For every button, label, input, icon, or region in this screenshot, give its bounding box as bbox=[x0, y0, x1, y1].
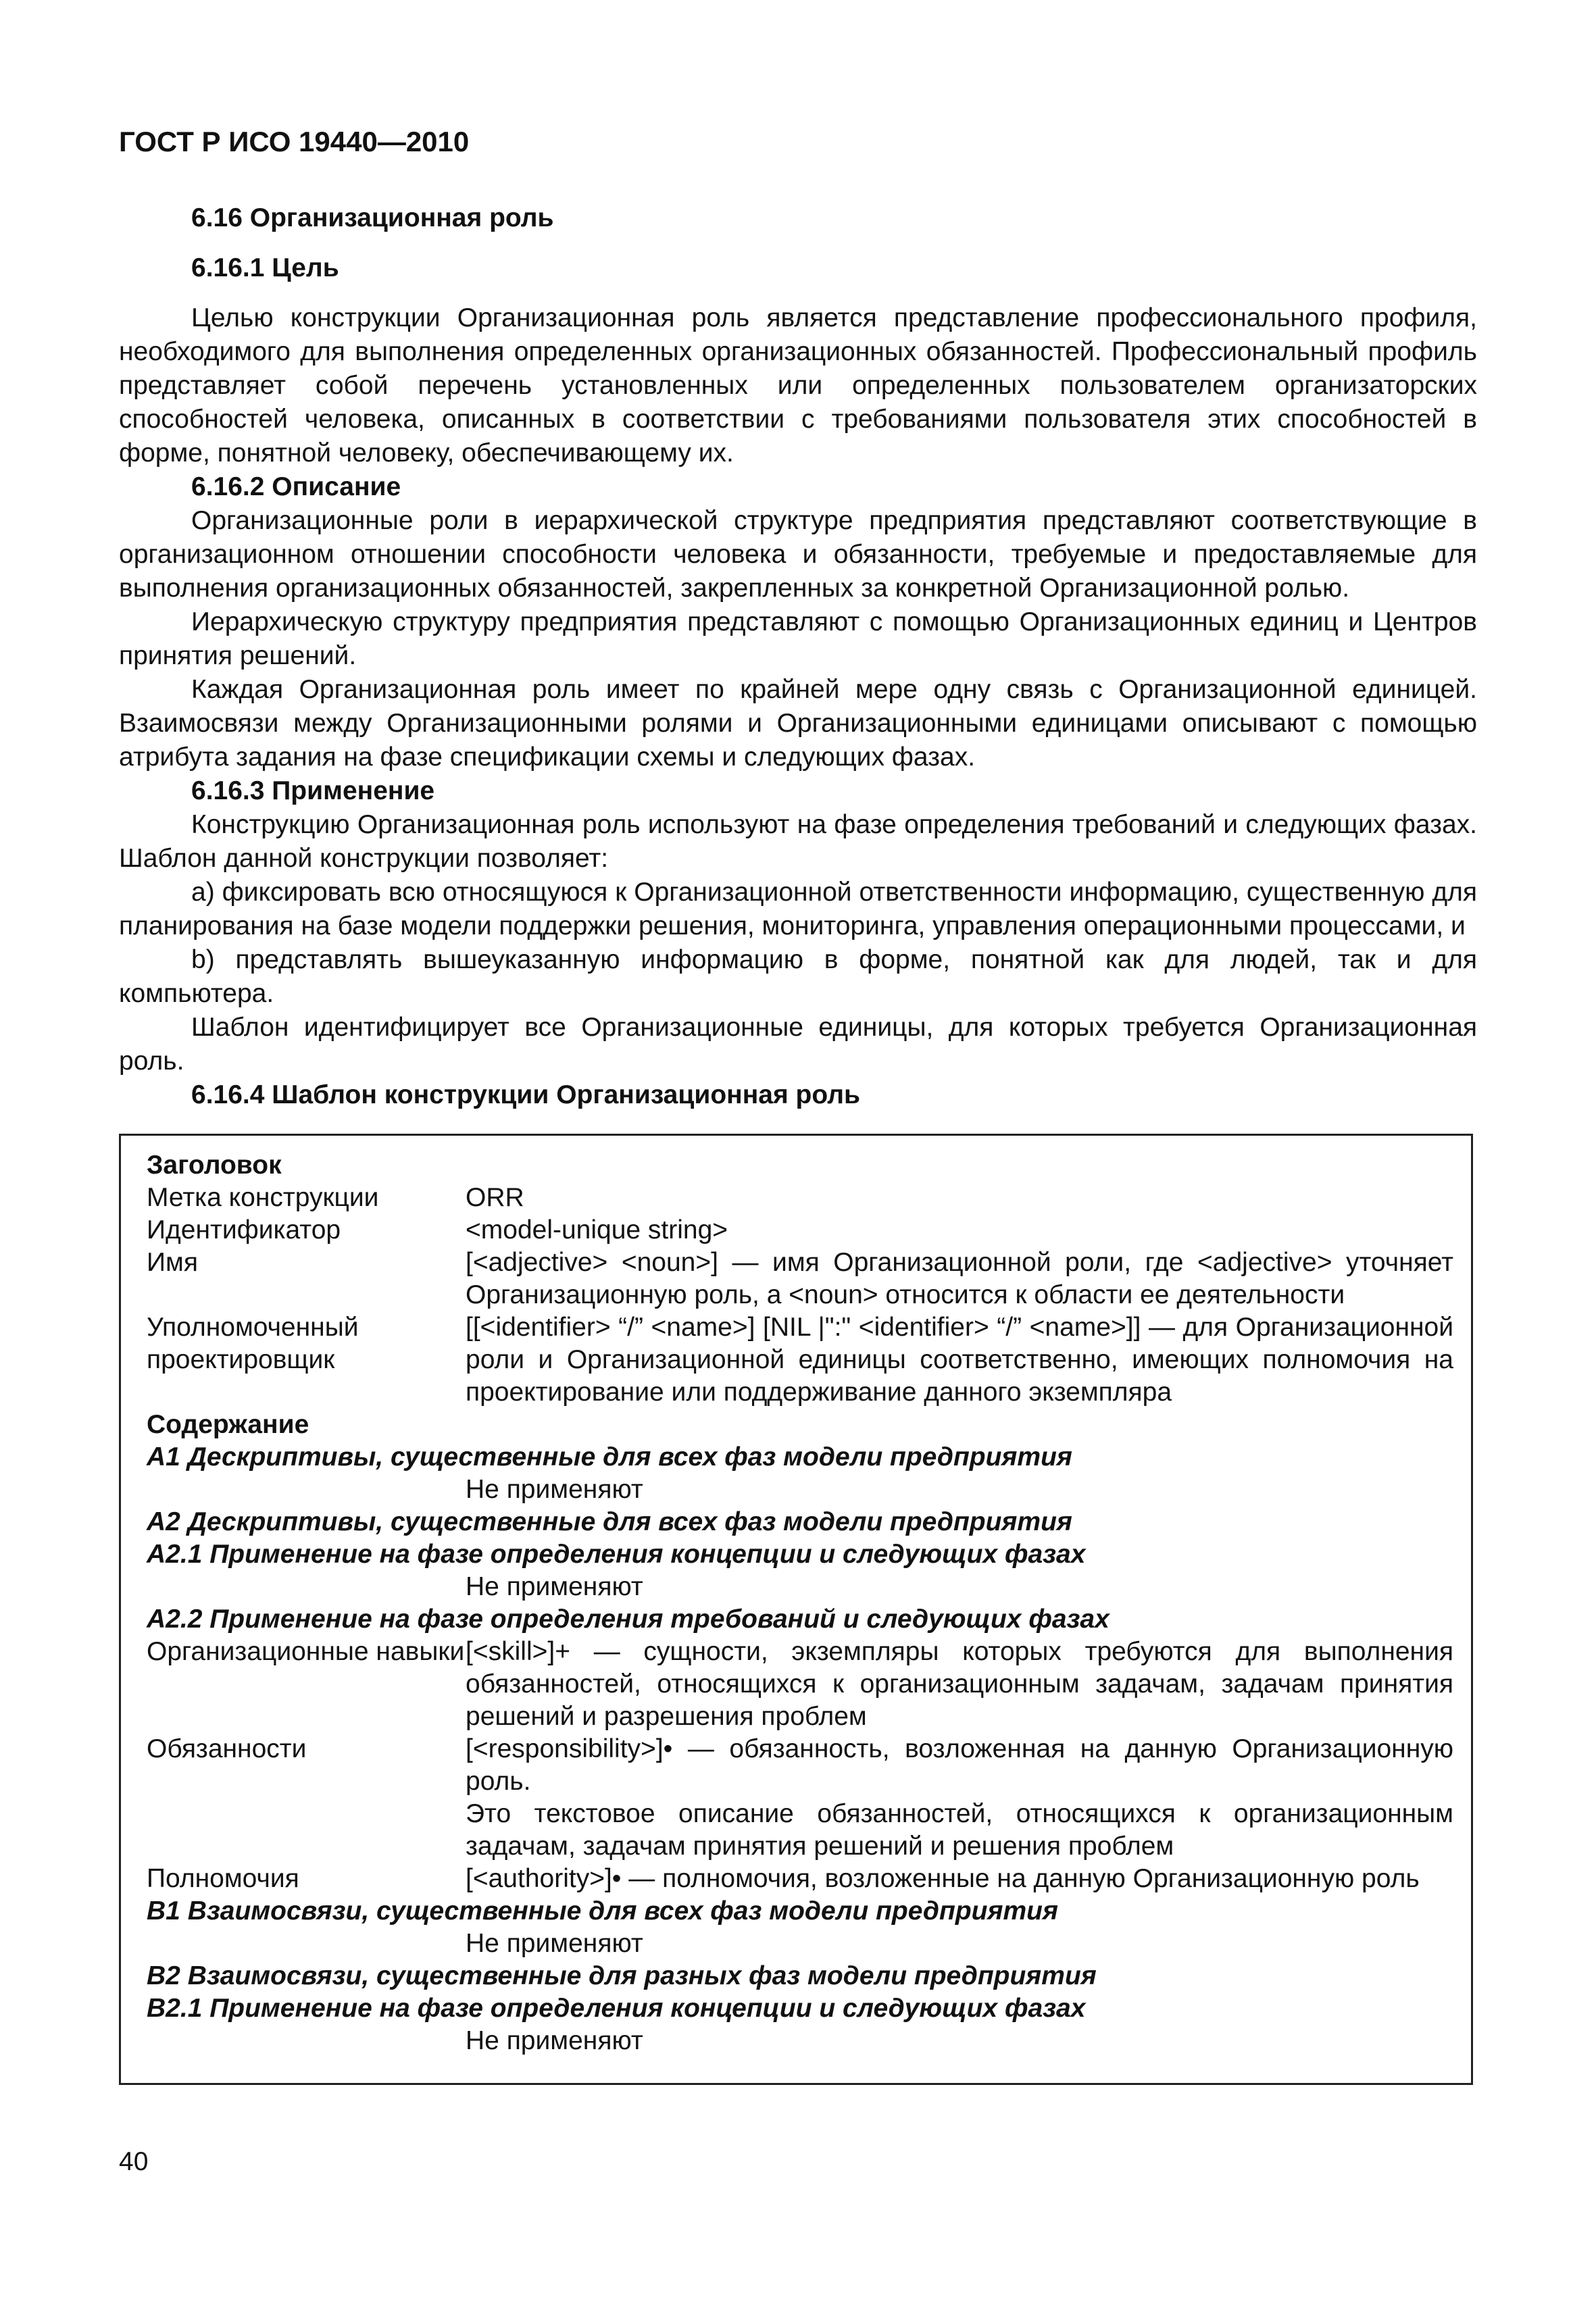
template-row-id bbox=[147, 1214, 1453, 1247]
template-row-designer bbox=[147, 1311, 1453, 1409]
template-heading: 6.16.4 Шаблон конструкции Организационная роль bbox=[191, 1080, 860, 1109]
section-body bbox=[119, 201, 1477, 1112]
b21-heading: B2.1 Применение на фазе определения концепции и следующих фазах bbox=[147, 1994, 1086, 2023]
skills-value: [<skill>]+ — сущности, экземпляры которых требуются для выполнения обязанностей, относящихся к организационным задачам, задачам принятия решений и разрешения проблем bbox=[466, 1637, 1453, 1731]
template-content-title: Содержание bbox=[147, 1410, 309, 1439]
id-value: <model-unique string> bbox=[466, 1215, 728, 1244]
goal-heading: 6.16.1 Цель bbox=[191, 253, 339, 282]
template-row-duties bbox=[147, 1733, 1453, 1863]
duties-value-line-2: Это текстовое описание обязанностей, относящихся к организационным задачам, задачам принятия решений и решения проблем bbox=[466, 1799, 1453, 1861]
goal-paragraph: Целью конструкции Организационная роль является представление профессионального профиля, необходимого для выполнения определенных организационных обязанностей. Профессиональный профиль представляет собой перечень установленных или определенных пользователем организаторских способностей человека, описанных в соответствии с требованиями пользователя этих способностей в форме, понятной человеку, обеспечивающему их. bbox=[119, 303, 1477, 468]
a21-heading: A2.1 Применение на фазе определения концепции и следующих фазах bbox=[147, 1540, 1086, 1569]
template-row-authority bbox=[147, 1863, 1453, 1895]
usage-paragraph-2: Шаблон идентифицирует все Организационные единицы, для которых требуется Организационная роль. bbox=[119, 1013, 1477, 1076]
usage-item-b: b) представлять вышеуказанную информацию в форме, понятной как для людей, так и для компьютера. bbox=[119, 945, 1477, 1008]
authority-value: [<authority>]• — полномочия, возложенные на данную Организационную роль bbox=[466, 1864, 1420, 1893]
template-row-mark bbox=[147, 1182, 1453, 1214]
description-paragraph-2: Иерархическую структуру предприятия представляют с помощью Организационных единиц и Центров принятия решений. bbox=[119, 607, 1477, 670]
a22-heading: A2.2 Применение на фазе определения требований и следующих фазах bbox=[147, 1605, 1109, 1634]
description-heading: 6.16.2 Описание bbox=[191, 472, 401, 501]
a21-value: Не применяют bbox=[466, 1572, 643, 1601]
usage-item-a: a) фиксировать всю относящуюся к Организационной ответственности информацию, существенную для планирования на базе модели поддержки решения, мониторинга, управления операционными процессами, и bbox=[119, 878, 1477, 940]
usage-heading: 6.16.3 Применение bbox=[191, 776, 435, 805]
a1-heading: A1 Дескриптивы, существенные для всех фаз модели предприятия bbox=[147, 1442, 1072, 1472]
name-label: Имя bbox=[147, 1248, 198, 1277]
mark-value: ORR bbox=[466, 1183, 524, 1212]
authority-label: Полномочия bbox=[147, 1864, 299, 1893]
standard-header: ГОСТ Р ИСО 19440—2010 bbox=[119, 126, 470, 157]
designer-label: Уполномоченный проектировщик bbox=[147, 1313, 359, 1374]
template-row-name bbox=[147, 1247, 1453, 1311]
name-value: [<adjective> <noun>] — имя Организационной роли, где <adjective> уточняет Организационную роль, а <noun> относится к области ее деятельности bbox=[466, 1248, 1453, 1309]
mark-label: Метка конструкции bbox=[147, 1183, 379, 1212]
template-row-skills bbox=[147, 1636, 1453, 1733]
a2-heading: A2 Дескриптивы, существенные для всех фаз модели предприятия bbox=[147, 1507, 1072, 1536]
duties-label: Обязанности bbox=[147, 1734, 307, 1763]
b1-heading: B1 Взаимосвязи, существенные для всех фаз модели предприятия bbox=[147, 1896, 1058, 1926]
designer-value: [[<identifier> “/” <name>] [NIL |":" <identifier> “/” <name>]] — для Организационной роли и Организационной единицы соответственно, имеющих полномочия на проектирование или поддерживание данного экземпляра bbox=[466, 1313, 1453, 1407]
duties-value-line-1: [<responsibility>]• — обязанность, возложенная на данную Организационную роль. bbox=[466, 1734, 1453, 1796]
b2-heading: B2 Взаимосвязи, существенные для разных фаз модели предприятия bbox=[147, 1961, 1097, 1990]
usage-paragraph-1: Конструкцию Организационная роль используют на фазе определения требований и следующих фазах. Шаблон данной конструкции позволяет: bbox=[119, 810, 1477, 873]
construct-template-box bbox=[119, 1134, 1473, 2085]
b1-value: Не применяют bbox=[466, 1929, 643, 1958]
id-label: Идентификатор bbox=[147, 1215, 341, 1244]
duties-value bbox=[466, 1733, 1453, 1863]
description-paragraph-1: Организационные роли в иерархической структуре предприятия представляют соответствующие в организационном отношении способности человека и обязанности, требуемые и предоставляемые для выполнения организационных обязанностей, закрепленных за конкретной Организационной ролью. bbox=[119, 506, 1477, 603]
b21-value: Не применяют bbox=[466, 2026, 643, 2055]
page-number: 40 bbox=[119, 2147, 149, 2176]
description-paragraph-3: Каждая Организационная роль имеет по крайней мере одну связь с Организационной единицей. Взаимосвязи между Организационными ролями и Организационными единицами описывают с помощью атрибута задания на фазе спецификации схемы и следующих фазах. bbox=[119, 675, 1477, 772]
skills-label: Организационные навыки bbox=[147, 1637, 465, 1666]
section-title: 6.16 Организационная роль bbox=[191, 203, 554, 232]
template-header-title: Заголовок bbox=[147, 1151, 282, 1180]
a1-value: Не применяют bbox=[466, 1475, 643, 1504]
